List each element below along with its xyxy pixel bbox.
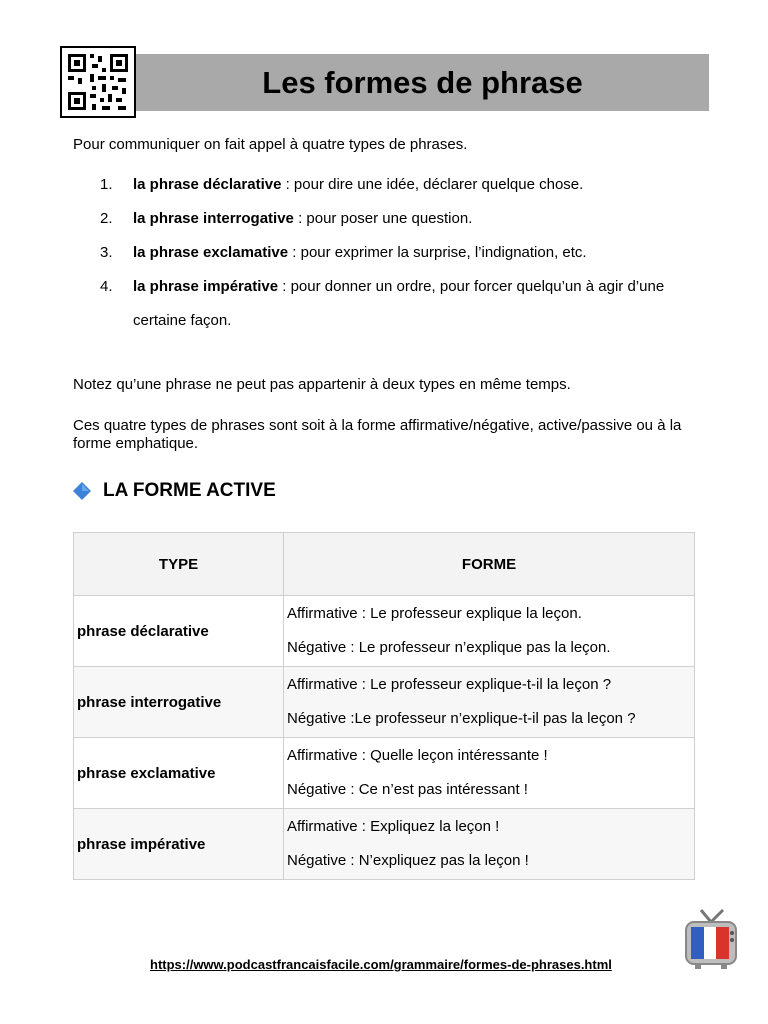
list-desc: : pour exprimer la surprise, l’indignation, etc. (288, 244, 587, 261)
list-term: la phrase déclarative (133, 176, 282, 193)
table-header-row (74, 533, 695, 596)
forms-paragraph: Ces quatre types de phrases sont soit à la forme affirmative/négative, active/passive ou à la forme emphatique. (73, 417, 682, 452)
phrase-types-list (100, 176, 710, 354)
qr-code (60, 46, 136, 118)
type-cell: phrase impérative (74, 809, 284, 880)
negative-example: Négative :Le professeur n’explique-t-il pas la leçon ? (287, 710, 636, 727)
type-cell: phrase déclarative (74, 596, 284, 667)
list-desc: : pour donner un ordre, pour forcer quelqu’un à agir d’une certaine façon. (133, 278, 665, 329)
qr-code-icon (62, 48, 134, 116)
note-text: Notez qu’une phrase ne peut pas appartenir à deux types en même temps. (73, 376, 571, 393)
list-number: 2. (100, 210, 113, 227)
affirmative-example: Affirmative : Expliquez la leçon ! (287, 818, 500, 835)
list-term: la phrase impérative (133, 278, 279, 295)
list-term: la phrase exclamative (133, 244, 289, 261)
list-item (100, 244, 710, 262)
column-header-type: TYPE (74, 533, 284, 596)
type-cell: phrase exclamative (74, 738, 284, 809)
list-number: 1. (100, 176, 113, 193)
forms-table (73, 532, 695, 880)
list-desc: : pour poser une question. (293, 210, 473, 227)
list-item (100, 176, 710, 194)
forme-cell (284, 738, 695, 809)
column-header-forme: FORME (284, 533, 695, 596)
type-cell: phrase interrogative (74, 667, 284, 738)
list-item (100, 210, 710, 228)
forme-cell (284, 596, 695, 667)
list-number: 3. (100, 244, 113, 261)
list-number: 4. (100, 278, 113, 295)
forme-cell (284, 809, 695, 880)
table-row (74, 738, 695, 809)
source-link[interactable]: https://www.podcastfrancaisfacile.com/grammaire/formes-de-phrases.html (150, 957, 612, 972)
list-item (100, 278, 710, 338)
blue-diamond-icon (73, 482, 91, 500)
negative-example: Négative : N’expliquez pas la leçon ! (287, 852, 529, 869)
podcast-tv-logo-icon (683, 908, 739, 970)
list-term: la phrase interrogative (133, 210, 294, 227)
page-title: Les formes de phrase (262, 64, 583, 100)
table-row (74, 667, 695, 738)
forme-cell (284, 667, 695, 738)
affirmative-example: Affirmative : Quelle leçon intéressante ! (287, 747, 548, 764)
negative-example: Négative : Le professeur n’explique pas la leçon. (287, 639, 611, 656)
tv-logo (683, 908, 739, 970)
affirmative-example: Affirmative : Le professeur explique-t-il la leçon ? (287, 676, 612, 693)
table-row (74, 809, 695, 880)
list-desc: : pour dire une idée, déclarer quelque chose. (281, 176, 584, 193)
intro-text: Pour communiquer on fait appel à quatre types de phrases. (73, 136, 468, 153)
section-title: LA FORME ACTIVE (103, 480, 276, 501)
affirmative-example: Affirmative : Le professeur explique la leçon. (287, 605, 582, 622)
section-heading (73, 480, 276, 502)
table-row (74, 596, 695, 667)
title-bar (136, 54, 709, 111)
negative-example: Négative : Ce n’est pas intéressant ! (287, 781, 528, 798)
